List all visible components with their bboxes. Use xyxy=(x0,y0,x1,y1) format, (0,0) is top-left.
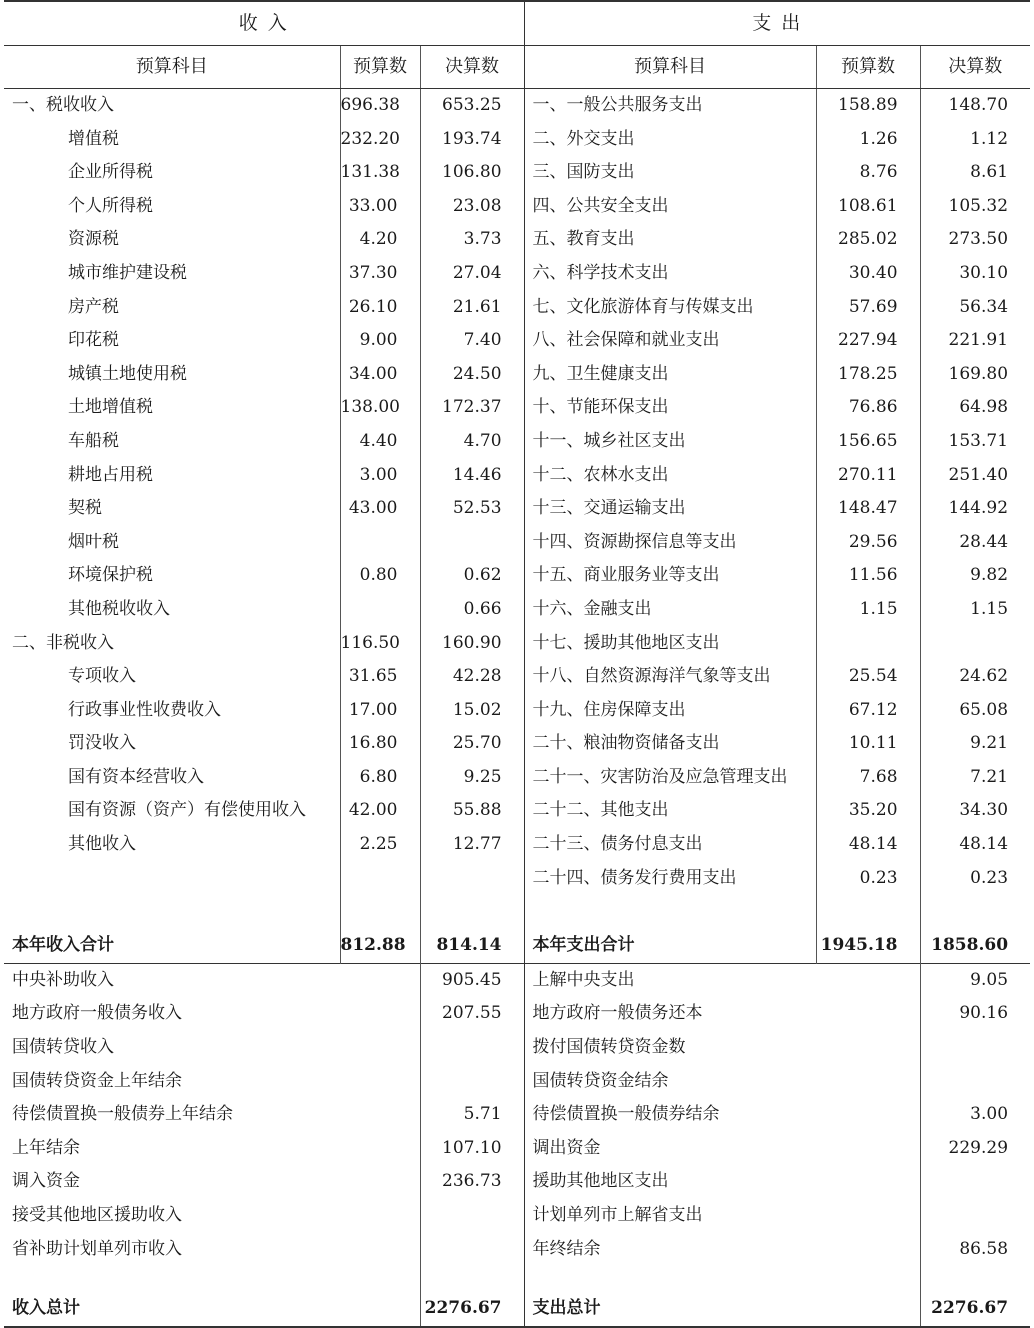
income-item: 企业所得税 xyxy=(4,156,340,190)
income-final-value: 172.37 xyxy=(420,391,524,425)
expense-budget-value: 57.69 xyxy=(816,291,920,325)
table-row xyxy=(4,627,1030,661)
budget-table-sheet xyxy=(4,0,1030,1328)
expense-budget-value: 7.68 xyxy=(816,761,920,795)
income-final-value: 0.62 xyxy=(420,559,524,593)
expense-final-value: 64.98 xyxy=(959,397,1009,418)
table-row xyxy=(4,190,1030,224)
income-section-title: 收 入 xyxy=(4,1,524,46)
expense-final-value: 144.92 xyxy=(948,498,1009,519)
income-transfer-item: 省补助计划单列市收入 xyxy=(12,1238,182,1259)
income-final-value: 21.61 xyxy=(420,291,524,325)
expense-final-value: 273.50 xyxy=(948,229,1009,250)
income-final-value: 653.25 xyxy=(420,89,524,123)
income-final-value: 52.53 xyxy=(420,492,524,526)
expense-transfer-budget-empty xyxy=(816,1165,920,1199)
table-row xyxy=(4,963,1030,997)
income-transfer-value: 107.10 xyxy=(420,1132,524,1166)
expense-item: 十二、农林水支出 xyxy=(524,459,816,493)
income-transfer-item: 国债转贷资金上年结余 xyxy=(12,1070,182,1091)
income-transfer-budget-empty xyxy=(340,1031,420,1065)
income-item: 耕地占用税 xyxy=(4,459,340,493)
table-row xyxy=(4,559,1030,593)
expense-item: 十五、商业服务业等支出 xyxy=(524,559,816,593)
income-budget-value: 696.38 xyxy=(340,89,420,123)
expense-transfer-item: 拨付国债转贷资金数 xyxy=(532,1037,686,1058)
expense-final-value: 9.82 xyxy=(970,565,1009,586)
grand-total-section xyxy=(4,1266,1030,1327)
income-budget-value xyxy=(340,526,420,560)
income-item: 契税 xyxy=(4,492,340,526)
income-final-value xyxy=(420,526,524,560)
expense-final-value: 34.30 xyxy=(959,800,1009,821)
expense-transfer-item: 调出资金 xyxy=(532,1137,601,1158)
expense-final-value: 1.15 xyxy=(970,598,1009,619)
expense-item: 五、教育支出 xyxy=(524,223,816,257)
expense-budget-value: 29.56 xyxy=(816,526,920,560)
table-row xyxy=(4,1199,1030,1233)
expense-transfer-value: 9.05 xyxy=(920,963,1030,997)
expense-final-value: 1.12 xyxy=(970,128,1009,149)
table-row xyxy=(4,1233,1030,1267)
expense-item: 十七、援助其他地区支出 xyxy=(524,627,816,661)
income-transfer-item: 上年结余 xyxy=(12,1137,80,1158)
table-row xyxy=(4,794,1030,828)
expense-transfer-value xyxy=(920,1165,1030,1199)
income-transfer-value: 5.71 xyxy=(420,1098,524,1132)
income-budget-value: 6.80 xyxy=(340,761,420,795)
expense-year-total-label: 本年支出合计 xyxy=(524,929,816,963)
table-row xyxy=(4,1165,1030,1199)
income-item: 国有资本经营收入 xyxy=(4,761,340,795)
income-transfer-item: 调入资金 xyxy=(12,1171,80,1192)
income-final-value: 24.50 xyxy=(420,358,524,392)
income-budget-value: 16.80 xyxy=(340,727,420,761)
table-row xyxy=(4,593,1030,627)
income-final-value: 14.46 xyxy=(420,459,524,493)
income-transfer-item: 待偿债置换一般债券上年结余 xyxy=(12,1104,233,1125)
income-final-header: 决算数 xyxy=(420,46,524,89)
income-transfer-value xyxy=(420,1065,524,1099)
expense-transfer-value: 86.58 xyxy=(959,1238,1009,1259)
income-item: 其他税收收入 xyxy=(4,593,340,627)
expense-transfer-item: 援助其他地区支出 xyxy=(532,1171,669,1192)
table-row xyxy=(4,324,1030,358)
expense-item: 三、国防支出 xyxy=(524,156,816,190)
income-budget-value: 31.65 xyxy=(340,660,420,694)
expense-transfer-budget-empty xyxy=(816,997,920,1031)
income-item-header: 预算科目 xyxy=(4,46,340,89)
income-item: 环境保护税 xyxy=(4,559,340,593)
table-row xyxy=(4,694,1030,728)
table-row xyxy=(4,1065,1030,1099)
income-item: 土地增值税 xyxy=(4,391,340,425)
income-transfer-value xyxy=(420,1031,524,1065)
expense-budget-value: 0.23 xyxy=(816,862,920,896)
income-grand-total-value: 2276.67 xyxy=(420,1292,524,1327)
expense-item: 十、节能环保支出 xyxy=(524,391,816,425)
income-final-value: 9.25 xyxy=(420,761,524,795)
expense-budget-value: 76.86 xyxy=(816,391,920,425)
income-budget-value: 4.20 xyxy=(340,223,420,257)
spacer-row xyxy=(4,895,1030,929)
expense-transfer-budget-empty xyxy=(816,1199,920,1233)
expense-budget-value: 178.25 xyxy=(816,358,920,392)
table-row xyxy=(4,1098,1030,1132)
expense-final-value: 30.10 xyxy=(959,262,1009,283)
income-final-value: 55.88 xyxy=(420,794,524,828)
expense-budget-value: 25.54 xyxy=(816,660,920,694)
expense-item: 十九、住房保障支出 xyxy=(524,694,816,728)
expense-item: 九、卫生健康支出 xyxy=(524,358,816,392)
table-row xyxy=(4,425,1030,459)
expense-final-value: 105.32 xyxy=(948,195,1009,216)
expense-item: 十四、资源勘探信息等支出 xyxy=(524,526,816,560)
income-final-value: 15.02 xyxy=(420,694,524,728)
expense-item-header: 预算科目 xyxy=(524,46,816,89)
expense-item: 七、文化旅游体育与传媒支出 xyxy=(524,291,816,325)
table-row xyxy=(4,123,1030,157)
expense-final-value: 7.21 xyxy=(970,766,1009,787)
table-row xyxy=(4,660,1030,694)
income-budget-value xyxy=(340,862,420,896)
income-transfer-value xyxy=(420,1233,524,1267)
income-budget-value: 33.00 xyxy=(340,190,420,224)
expense-final-value: 153.71 xyxy=(948,430,1009,451)
income-item: 国有资源（资产）有偿使用收入 xyxy=(4,794,340,828)
expense-final-value: 28.44 xyxy=(959,531,1009,552)
expense-item: 二十一、灾害防治及应急管理支出 xyxy=(524,761,816,795)
table-row xyxy=(4,727,1030,761)
income-transfer-value: 236.73 xyxy=(420,1165,524,1199)
income-final-value: 12.77 xyxy=(420,828,524,862)
income-transfer-budget-empty xyxy=(340,1065,420,1099)
expense-budget-value: 270.11 xyxy=(816,459,920,493)
income-year-total-label: 本年收入合计 xyxy=(4,929,340,963)
table-row xyxy=(4,459,1030,493)
income-final-value: 3.73 xyxy=(420,223,524,257)
expense-item: 十三、交通运输支出 xyxy=(524,492,816,526)
spacer-row xyxy=(4,1266,1030,1292)
income-item: 增值税 xyxy=(4,123,340,157)
income-transfer-budget-empty xyxy=(340,1233,420,1267)
expense-transfer-budget-empty xyxy=(816,1031,920,1065)
table-row xyxy=(4,89,1030,123)
income-budget-value: 232.20 xyxy=(340,123,420,157)
expense-budget-value: 1.26 xyxy=(816,123,920,157)
table-row xyxy=(4,156,1030,190)
expense-final-header: 决算数 xyxy=(920,46,1030,89)
expense-year-total-final: 1858.60 xyxy=(931,935,1009,956)
expense-transfer-item: 地方政府一般债务还本 xyxy=(532,1003,703,1024)
expense-transfer-budget-empty xyxy=(816,963,920,997)
column-header-row xyxy=(4,46,1030,89)
table-row xyxy=(4,1031,1030,1065)
income-budget-value: 43.00 xyxy=(340,492,420,526)
expense-transfer-budget-empty xyxy=(816,1098,920,1132)
income-item: 烟叶税 xyxy=(4,526,340,560)
expense-budget-value: 227.94 xyxy=(816,324,920,358)
expense-transfer-budget-empty xyxy=(816,1065,920,1099)
income-budget-header: 预算数 xyxy=(340,46,420,89)
expense-budget-value: 1.15 xyxy=(816,593,920,627)
expense-final-value: 221.91 xyxy=(948,330,1009,351)
expense-budget-value: 156.65 xyxy=(816,425,920,459)
income-item: 印花税 xyxy=(4,324,340,358)
table-row xyxy=(4,492,1030,526)
expense-transfer-value: 229.29 xyxy=(948,1137,1009,1158)
income-item: 专项收入 xyxy=(4,660,340,694)
income-budget-value: 17.00 xyxy=(340,694,420,728)
income-year-total-final: 814.14 xyxy=(420,929,524,963)
income-budget-value: 116.50 xyxy=(340,627,420,661)
income-item: 个人所得税 xyxy=(4,190,340,224)
expense-budget-value: 30.40 xyxy=(816,257,920,291)
income-item: 房产税 xyxy=(4,291,340,325)
income-transfer-budget-empty xyxy=(340,1132,420,1166)
income-final-value: 25.70 xyxy=(420,727,524,761)
expense-item: 二十二、其他支出 xyxy=(524,794,816,828)
expense-final-value: 8.61 xyxy=(970,162,1009,183)
table-row xyxy=(4,526,1030,560)
income-budget-value: 26.10 xyxy=(340,291,420,325)
expense-item: 二、外交支出 xyxy=(524,123,816,157)
income-transfer-item: 地方政府一般债务收入 xyxy=(12,1003,182,1024)
table-row xyxy=(4,358,1030,392)
table-row xyxy=(4,223,1030,257)
expense-transfer-item: 计划单列市上解省支出 xyxy=(532,1205,703,1225)
table-row xyxy=(4,1132,1030,1166)
expense-budget-value: 108.61 xyxy=(816,190,920,224)
expense-budget-value: 10.11 xyxy=(816,727,920,761)
income-budget-value: 2.25 xyxy=(340,828,420,862)
income-year-total-budget: 812.88 xyxy=(340,929,420,963)
table-row xyxy=(4,862,1030,896)
expense-item: 八、社会保障和就业支出 xyxy=(524,324,816,358)
income-transfer-value xyxy=(420,1199,524,1233)
expense-item: 十一、城乡社区支出 xyxy=(524,425,816,459)
expense-transfer-budget-empty xyxy=(816,1132,920,1166)
expense-item: 二十三、债务付息支出 xyxy=(524,828,816,862)
expense-item: 六、科学技术支出 xyxy=(524,257,816,291)
budget-final-accounts-table xyxy=(4,0,1030,1328)
income-item: 二、非税收入 xyxy=(4,627,340,661)
income-budget-value: 42.00 xyxy=(340,794,420,828)
income-transfer-item: 中央补助收入 xyxy=(4,963,340,997)
grand-total-row xyxy=(4,1292,1030,1327)
income-transfer-budget-empty xyxy=(340,1199,420,1233)
income-final-value: 23.08 xyxy=(420,190,524,224)
table-row xyxy=(4,997,1030,1031)
income-transfer-value: 905.45 xyxy=(420,963,524,997)
income-item: 城镇土地使用税 xyxy=(4,358,340,392)
income-budget-value: 138.00 xyxy=(340,391,420,425)
section-header-row xyxy=(4,1,1030,46)
expense-final-value: 148.70 xyxy=(948,95,1009,115)
income-transfer-budget-empty xyxy=(340,997,420,1031)
expense-budget-value: 285.02 xyxy=(816,223,920,257)
income-final-value: 7.40 xyxy=(420,324,524,358)
income-transfer-budget-empty xyxy=(340,1165,420,1199)
table-row xyxy=(4,391,1030,425)
income-transfer-budget-empty xyxy=(340,1098,420,1132)
expense-budget-value xyxy=(816,627,920,661)
expense-transfer-value: 90.16 xyxy=(959,1003,1009,1024)
expense-transfer-budget-empty xyxy=(816,1233,920,1267)
expense-item: 四、公共安全支出 xyxy=(524,190,816,224)
expense-transfer-item: 年终结余 xyxy=(532,1238,601,1259)
expense-budget-header: 预算数 xyxy=(816,46,920,89)
expense-budget-value: 35.20 xyxy=(816,794,920,828)
income-item: 一、税收收入 xyxy=(4,89,340,123)
expense-transfer-item: 国债转贷资金结余 xyxy=(532,1070,669,1091)
expense-final-value: 9.21 xyxy=(970,733,1009,754)
expense-grand-total-value: 2276.67 xyxy=(920,1292,1030,1327)
expense-final-value: 48.14 xyxy=(959,834,1009,855)
expense-transfer-value xyxy=(920,1199,1030,1233)
year-total-section xyxy=(4,895,1030,963)
expense-transfer-value xyxy=(920,1065,1030,1099)
income-final-value: 42.28 xyxy=(420,660,524,694)
income-transfer-budget-empty xyxy=(340,963,420,997)
expense-final-value: 65.08 xyxy=(959,699,1009,720)
expense-item: 十八、自然资源海洋气象等支出 xyxy=(524,660,816,694)
expense-section-title: 支 出 xyxy=(524,1,1030,46)
income-item: 行政事业性收费收入 xyxy=(4,694,340,728)
expense-budget-value: 148.47 xyxy=(816,492,920,526)
income-final-value: 4.70 xyxy=(420,425,524,459)
expense-item: 二十四、债务发行费用支出 xyxy=(524,862,816,896)
income-final-value: 27.04 xyxy=(420,257,524,291)
income-final-value: 193.74 xyxy=(420,123,524,157)
expense-transfer-item: 待偿债置换一般债券结余 xyxy=(532,1104,720,1125)
income-item: 车船税 xyxy=(4,425,340,459)
income-item: 其他收入 xyxy=(4,828,340,862)
expense-budget-value: 158.89 xyxy=(816,89,920,123)
expense-item: 一、一般公共服务支出 xyxy=(524,89,816,123)
income-grand-total-label: 收入总计 xyxy=(4,1292,340,1327)
year-total-row xyxy=(4,929,1030,963)
income-budget-value: 3.00 xyxy=(340,459,420,493)
budget-rows xyxy=(4,89,1030,896)
table-row xyxy=(4,291,1030,325)
income-item xyxy=(4,862,340,896)
expense-item: 二十、粮油物资储备支出 xyxy=(524,727,816,761)
income-budget-value xyxy=(340,593,420,627)
income-budget-value: 4.40 xyxy=(340,425,420,459)
expense-final-value: 24.62 xyxy=(959,666,1009,687)
expense-year-total-budget: 1945.18 xyxy=(816,929,920,963)
expense-grand-total-label: 支出总计 xyxy=(524,1292,816,1327)
income-final-value xyxy=(420,862,524,896)
table-row xyxy=(4,257,1030,291)
income-final-value: 106.80 xyxy=(420,156,524,190)
income-transfer-item: 国债转贷收入 xyxy=(12,1037,114,1058)
expense-budget-value: 8.76 xyxy=(816,156,920,190)
expense-budget-value: 11.56 xyxy=(816,559,920,593)
expense-final-value: 56.34 xyxy=(959,296,1009,317)
expense-final-value: 251.40 xyxy=(948,464,1009,485)
table-row xyxy=(4,828,1030,862)
table-row xyxy=(4,761,1030,795)
expense-transfer-item: 上解中央支出 xyxy=(524,963,816,997)
income-transfer-item: 接受其他地区援助收入 xyxy=(12,1205,182,1225)
expense-final-value: 169.80 xyxy=(948,363,1009,384)
income-budget-value: 131.38 xyxy=(340,156,420,190)
expense-budget-value: 67.12 xyxy=(816,694,920,728)
income-budget-value: 9.00 xyxy=(340,324,420,358)
income-item: 资源税 xyxy=(4,223,340,257)
income-budget-value: 34.00 xyxy=(340,358,420,392)
income-transfer-value: 207.55 xyxy=(420,997,524,1031)
expense-final-value: 0.23 xyxy=(970,867,1009,888)
income-item: 罚没收入 xyxy=(4,727,340,761)
expense-transfer-value: 3.00 xyxy=(970,1104,1009,1125)
income-final-value: 160.90 xyxy=(420,627,524,661)
expense-item: 十六、金融支出 xyxy=(524,593,816,627)
income-budget-value: 0.80 xyxy=(340,559,420,593)
income-budget-value: 37.30 xyxy=(340,257,420,291)
transfer-rows xyxy=(4,963,1030,1266)
expense-budget-value: 48.14 xyxy=(816,828,920,862)
expense-transfer-value xyxy=(920,1031,1030,1065)
income-item: 城市维护建设税 xyxy=(4,257,340,291)
income-final-value: 0.66 xyxy=(420,593,524,627)
expense-final-value xyxy=(920,627,1030,661)
